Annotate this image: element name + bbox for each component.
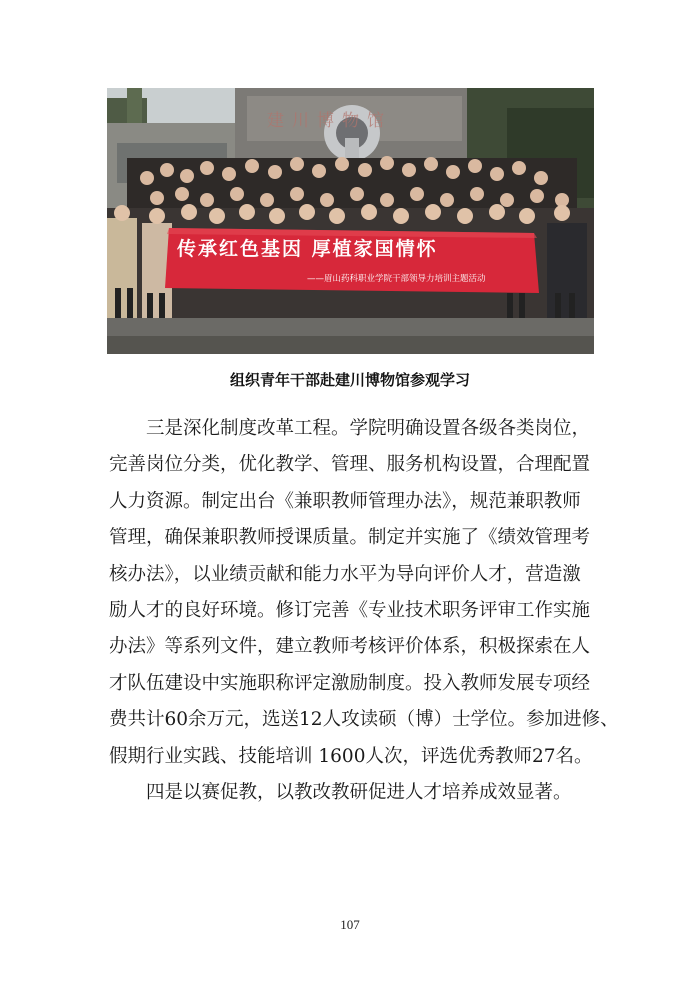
photo-caption: 组织青年干部赴建川博物馆参观学习 [229,371,470,389]
body-line: 办法》等系列文件，建立教师考核评价体系，积极探索在人 [109,636,591,658]
body-line: 四是以赛促教，以教改教研促进人才培养成效显著。 [146,782,572,804]
body-line: 三是深化制度改革工程。学院明确设置各级各类岗位， [146,418,591,439]
body-line: 才队伍建设中实施职称评定激励制度。投入教师发展专项经 [109,672,591,694]
body-line: 励人才的良好环境。修订完善《专业技术职务评审工作实施 [109,600,591,622]
group-photo [107,88,594,354]
body-line: 人力资源。制定出台《兼职教师管理办法》，规范兼职教师 [109,490,581,512]
body-line: 完善岗位分类，优化教学、管理、服务机构设置，合理配置 [109,454,591,476]
banner-sub-text: ——眉山药科职业学院干部领导力培训主题活动 [307,274,486,284]
page-number: 107 [340,917,360,932]
body-line: 费共计60余万元，选送12人攻读硕（博）士学位。参加进修、 [109,709,619,731]
body-line: 核办法》，以业绩贡献和能力水平为导向评价人才，营造激 [109,563,581,585]
body-text [109,411,619,811]
body-line: 管理，确保兼职教师授课质量。制定并实施了《绩效管理考 [109,527,591,549]
museum-sign-text: 建川博物馆 [267,111,392,131]
body-line: 假期行业实践、技能培训 1600人次，评选优秀教师27名。 [109,745,593,767]
banner-main-text: 传承红色基因 厚植家国情怀 [177,238,438,260]
